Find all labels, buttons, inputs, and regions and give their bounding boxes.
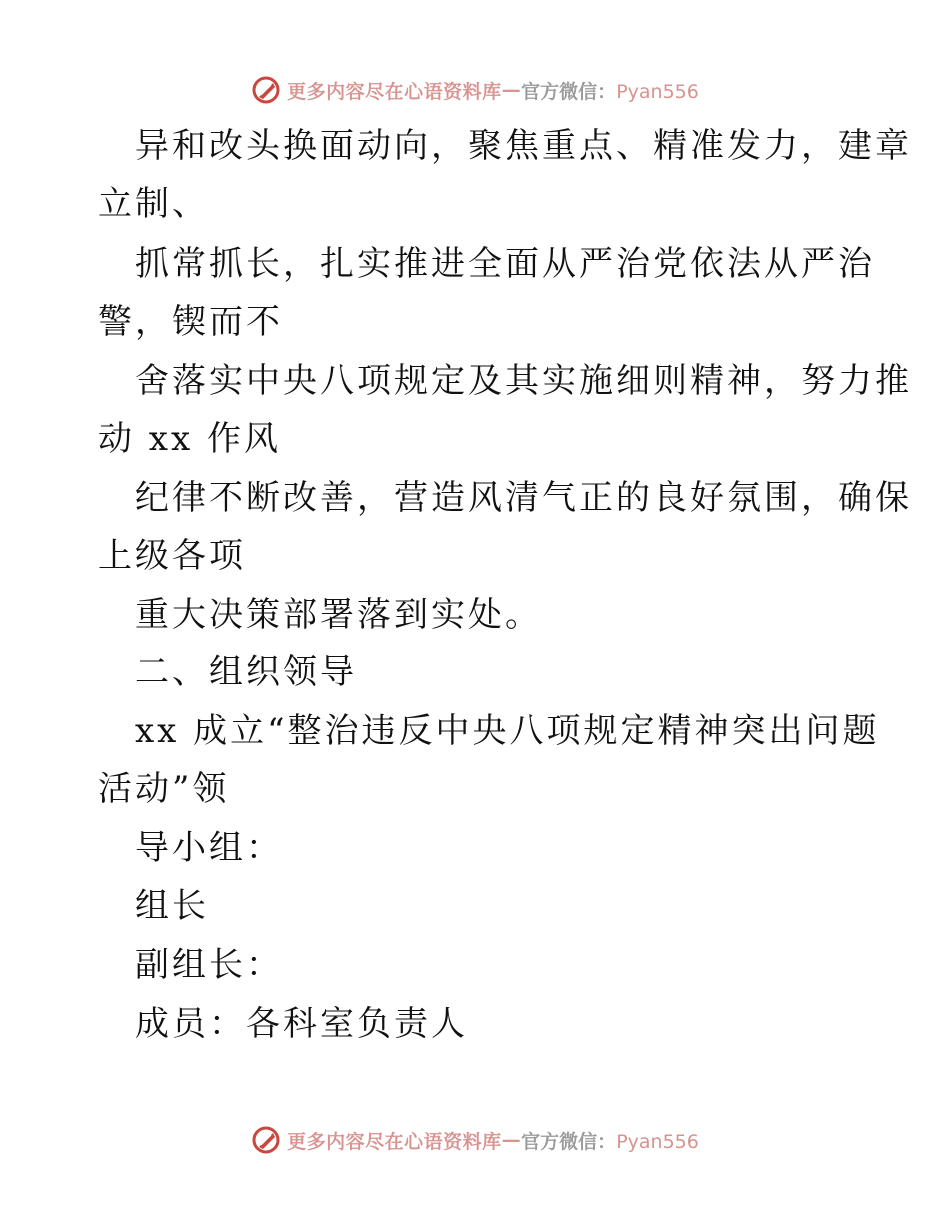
body-line: 警，锲而不	[98, 302, 283, 342]
body-line: 舍落实中央八项规定及其实施细则精神，努力推	[135, 361, 912, 401]
watermark-contact-label: 官方微信：	[521, 80, 617, 103]
watermark-separator: —	[501, 1129, 522, 1151]
body-line: 活动”领	[98, 769, 230, 809]
body-line: 动 xx 作风	[98, 419, 281, 459]
body-line: 抓常抓长，扎实推进全面从严治党依法从严治	[135, 244, 875, 284]
body-line: xx 成立“整治违反中央八项规定精神突出问题	[135, 711, 880, 751]
body-line: 组长	[135, 886, 209, 926]
watermark-contact	[521, 1127, 699, 1154]
body-line: 纪律不断改善，营造风清气正的良好氛围，确保	[135, 478, 912, 518]
quill-logo-icon	[251, 75, 281, 105]
body-line: 上级各项	[98, 536, 246, 576]
watermark-banner-bottom	[0, 1122, 950, 1158]
watermark-brand-text: 更多内容尽在心语资料库	[287, 1130, 502, 1153]
watermark-separator: —	[501, 79, 522, 101]
watermark-brand-text: 更多内容尽在心语资料库	[287, 80, 502, 103]
quill-logo-icon	[251, 1125, 281, 1155]
watermark-contact	[521, 77, 699, 104]
watermark-contact-label: 官方微信：	[521, 1130, 617, 1153]
watermark-banner-top	[0, 72, 950, 108]
body-line: 异和改头换面动向，聚焦重点、精准发力，建章	[135, 126, 912, 166]
body-line: 成员：各科室负责人	[135, 1004, 468, 1044]
body-line: 重大决策部署落到实处。	[135, 595, 542, 635]
watermark-contact-value: Pyan556	[616, 80, 699, 103]
section-heading: 二、组织领导	[135, 652, 357, 692]
body-line: 副组长：	[135, 945, 283, 985]
watermark-contact-value: Pyan556	[616, 1130, 699, 1153]
body-line: 导小组：	[135, 828, 283, 868]
body-line: 立制、	[98, 184, 209, 224]
